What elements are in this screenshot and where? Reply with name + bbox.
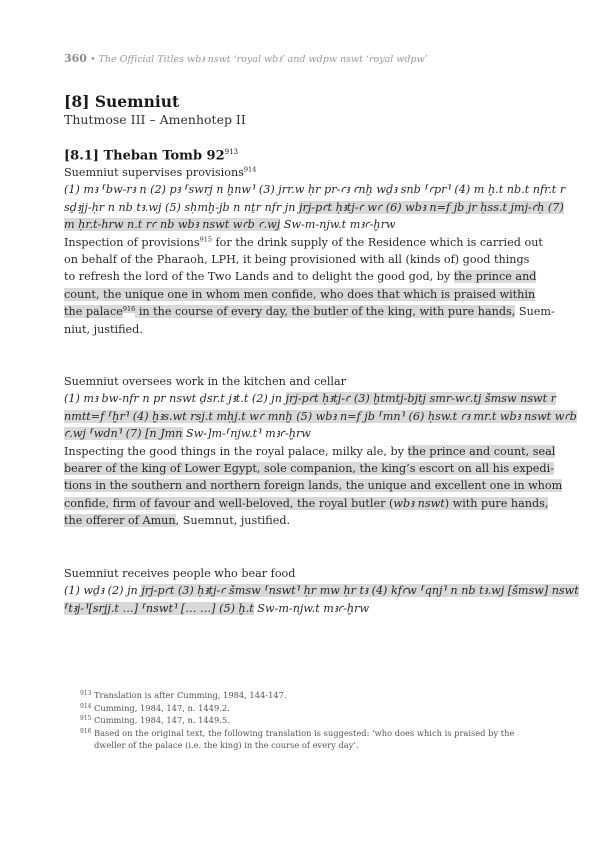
highlighted-title-phrase: the prince and (453, 270, 537, 284)
translation-segment: Suem- (515, 305, 555, 319)
translit-segment: Sw-m-njw.t mꜣꜥ-ḫrw (280, 218, 396, 232)
translation-line (64, 512, 534, 529)
translation-line (64, 477, 563, 494)
highlighted-title-phrase: jrj-pꜥt (3) ḥꜣtj-ꜥ šmsw ⸢nswt⸣ ḥr mw ḥr tꜣ (4) kfꜥw ⸢qnj⸣ n nb tꜣ.wj [šmsw] nswt (141, 584, 579, 598)
highlighted-title-phrase: jrj-pꜥt ḥꜣtj-ꜥ wꜥ (6) wbꜣ n=f jb jr ḥss.t jmj-ꜥḥ (7) (299, 200, 564, 214)
footnote-text: Cumming, 1984, 147, n. 1449.5. (94, 715, 230, 726)
highlighted-title-phrase: the palace (64, 305, 123, 319)
footnote-text: Cumming, 1984, 147, n. 1449.2. (94, 702, 230, 713)
footnote-916 (80, 727, 536, 752)
footnote-text: Translation is after Cumming, 1984, 144-147. (94, 690, 287, 700)
footnotes (80, 689, 536, 752)
highlighted-title-phrase: ꜥ.wj ⸢wdn⸣ (7) [n Jmn (64, 427, 183, 441)
translit-segment: (1) wḏꜣ (2) jn (64, 584, 142, 598)
translation-segment: Inspecting the good things in the royal palace, milky ale, by (64, 444, 408, 458)
block-heading: Suemniut receives people who bear food (64, 567, 296, 580)
block-kitchen-cellar (64, 373, 577, 530)
footnote-number: 914 (80, 702, 92, 710)
transliteration-line (64, 582, 579, 599)
chapter-title: [8] Suemniut (64, 92, 180, 111)
translit-segment: Sw-m-njw.t mꜣꜥ-ḫrw (253, 601, 370, 615)
highlighted-title-phrase: nmtt=f ⸢ḫr⸣ (4) ḫꜣs.wt rsj.t mḥj.t wꜥ mnḫ (5) wbꜣ n=f jb ⸢mn⸣ (6) ḥsw.t ꜥꜣ mr.t wbꜣ nswt wꜥb (64, 409, 577, 423)
heading-text: Suemniut supervises provisions (64, 166, 244, 179)
transliteration-line (64, 199, 564, 216)
block-provisions (64, 164, 566, 338)
transliteration-line (64, 408, 577, 425)
block-food-bearers (64, 565, 579, 617)
highlighted-title-phrase: count, the unique one in whom men confide, who does that which is praised within (64, 287, 536, 301)
highlighted-title-phrase: tions in the southern and northern foreign lands, the unique and excellent one in whom (64, 479, 563, 493)
footnote-ref-914[interactable]: 914 (243, 165, 257, 174)
translation-line (64, 268, 537, 285)
footnote-914 (80, 702, 536, 715)
page-number: 360 (64, 52, 87, 65)
translation-line (64, 460, 554, 477)
footnote-ref-915[interactable]: 915 (199, 234, 212, 243)
running-title: The Official Titles wbꜣ nswt ‘royal wbꜣ’ and wdpw nswt ‘royal wdpw’ (98, 54, 428, 65)
highlighted-title-phrase: the prince and count, seal (407, 444, 556, 458)
footnote-number: 913 (80, 690, 92, 697)
highlighted-title-phrase: confide, firm of favour and well-beloved, the royal butler ( (64, 496, 394, 510)
translit-segment: Sw-]m-⸢njw.t⸣ mꜣꜥ-ḫrw (182, 427, 311, 441)
translation-line (64, 495, 549, 512)
transliteration-line (64, 216, 534, 233)
highlighted-title-phrase: m ḥr.t-hrw n.t rꜥ nb wbꜣ nswt wꜥb ꜥ.wj (64, 218, 281, 232)
separator-bullet: • (89, 54, 96, 65)
footnote-number: 916 (80, 727, 92, 735)
transliteration-line (64, 390, 557, 407)
footnote-ref-913[interactable]: 913 (224, 148, 239, 156)
section-title (64, 148, 534, 163)
highlighted-title-phrase: bearer of the king of Lower Egypt, sole companion, the king’s escort on all his expedi- (64, 462, 554, 476)
running-head (64, 52, 428, 65)
highlighted-title-phrase: wbꜣ nswt (393, 496, 445, 510)
highlighted-title-phrase: jrj-pꜥt ḥꜣtj-ꜥ (3) ḫtmtj-bjtj smr-wꜥ.tj šmsw nswt r (285, 392, 557, 406)
translation-line (64, 234, 543, 251)
translation-segment: to refresh the lord of the Two Lands and to delight the good god, by (64, 270, 454, 284)
highlighted-title-phrase: ⸢tꜣj-⸣[srjj.t …] ⸢nswt⸣ [… …] (5) ḫ.t (64, 601, 254, 615)
block-heading: Suemniut oversees work in the kitchen and cellar (64, 375, 347, 388)
highlighted-title-phrase: in the course of every day, the butler of the king, with pure hands, (135, 305, 516, 319)
transliteration-line (64, 600, 534, 617)
highlighted-title-phrase: the offerer of Amun (64, 514, 176, 528)
transliteration-line: (1) mꜣ ⸢bw-rꜣ n (2) pꜣ ⸢swrj n ḫnw⸣ (3) jrr.w ḥr pr-ꜥꜣ ꜥnḫ wḏꜣ snb ⸢ꜥpr⸣ (4) m ḫ.t nb.t nfr.t r (64, 183, 566, 197)
translation-line: on behalf of the Pharaoh, LPH, it being provisioned with all (kinds of) good things (64, 253, 530, 267)
transliteration-line (64, 425, 534, 442)
translit-segment: sḏꜣjj-ḥr n nb tꜣ.wj (5) sḥmḫ-jb n nṯr nfr jn (64, 200, 300, 214)
translation-line (64, 303, 555, 320)
translit-segment: (1) mꜣ bw-nfr n pr nswt ḏsr.t jꜣt.t (2) jn (64, 392, 286, 406)
translation-segment: Inspection of provisions (64, 235, 200, 249)
translation-line (64, 443, 556, 460)
footnote-number: 915 (80, 715, 92, 723)
translation-segment: for the drink supply of the Residence which is carried out (211, 235, 543, 249)
translation-segment: , Suemnut, justified. (175, 514, 291, 528)
chapter-subtitle: Thutmose III – Amenhotep II (64, 112, 246, 127)
footnote-915 (80, 714, 536, 727)
footnote-text: Based on the original text, the following translation is suggested: ‘who does which is praised by the dweller of the palace (i.e. the king) in the course of every day’. (94, 727, 515, 751)
block-heading (64, 164, 534, 181)
highlighted-title-phrase: ) with pure hands, (444, 496, 549, 510)
translation-line (64, 286, 534, 303)
section-title-text: [8.1] Theban Tomb 92 (64, 148, 225, 164)
translation-line: niut, justified. (64, 322, 143, 336)
footnote-ref-916[interactable]: 916 (122, 304, 136, 313)
footnote-913 (80, 689, 536, 702)
